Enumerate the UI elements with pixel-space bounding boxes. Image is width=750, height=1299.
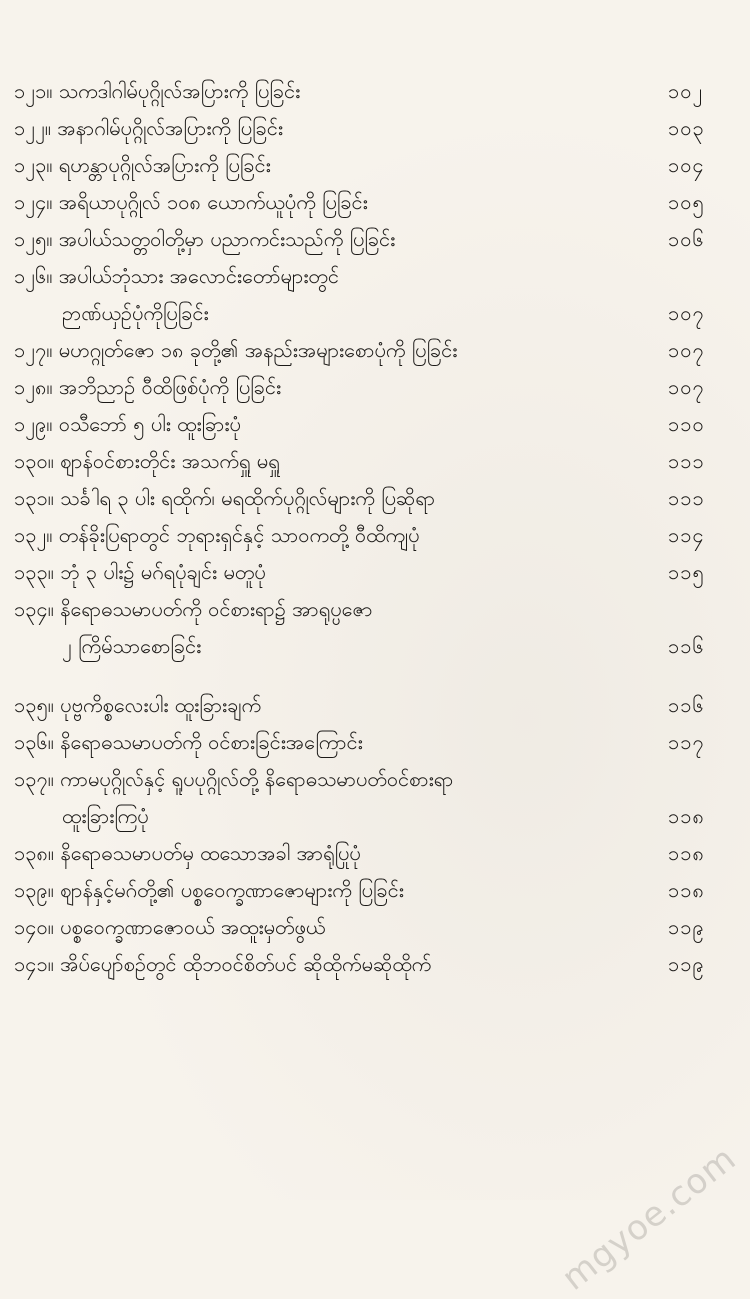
entry-title: ၁၄၀။ ပစ္စဝေက္ခဏာဇောဝယ် အထူးမှတ်ဖွယ်: [14, 915, 326, 939]
page-number: ၁၀၄: [668, 153, 705, 177]
toc-entry: [14, 946, 730, 983]
entry-title: ၁၃၉။ ဈာန်နှင့်မဂ်တို့၏ ပစ္စဝေက္ခဏာဇောများကို ပြခြင်း: [14, 878, 404, 902]
toc-entry: [14, 687, 730, 724]
toc-entry: [14, 258, 730, 332]
page-number: ၁၀၇: [668, 375, 705, 399]
entry-title: ၁၂၁။ သကဒါဂါမ်ပုဂ္ဂိုလ်အပြားကို ပြခြင်း: [14, 79, 301, 103]
page-number: ၁၁၉: [668, 915, 705, 939]
entry-title: ၁၂၅။ အပါယ်သတ္တဝါတို့မှာ ပညာကင်းသည်ကို ပြခြင်း: [14, 227, 396, 251]
entry-title: ၁၃၅။ ပုဗ္ဗကိစ္စလေးပါး ထူးခြားချက်: [14, 693, 262, 717]
entry-title: ၁၂၄။ အရိယာပုဂ္ဂိုလ် ၁၀၈ ယောက်ယူပုံကို ပြခြင်း: [14, 190, 368, 214]
page-number: ၁၀၇: [668, 338, 705, 362]
entry-title: ၁၃၄။ နိရောဓသမာပတ်ကို ဝင်စားရာ၌ အာရုပ္ပဇော: [14, 597, 373, 621]
entry-title: ၁၃၁။ သင်္ခါရ ၃ ပါး ရထိုက်၊ မရထိုက်ပုဂ္ဂိုလ်များကို ပြဆိုရာ: [14, 486, 436, 510]
page-number: ၁၁၅: [668, 560, 705, 584]
entry-title: ၁၂၃။ ရဟန္တာပုဂ္ဂိုလ်အပြားကို ပြခြင်း: [14, 153, 271, 177]
entry-title-continued: ထူးခြားကြပုံ: [62, 804, 149, 828]
entry-title: ၁၂၇။ မဟဂ္ဂုတ်ဇော ၁၈ ခုတို့၏ အနည်းအများစောပုံကို ပြခြင်း: [14, 338, 458, 362]
toc-entry: [14, 110, 730, 147]
toc-entry: [14, 909, 730, 946]
page-number: ၁၁၁: [668, 449, 705, 473]
toc-entry: [14, 184, 730, 221]
toc-entry: [14, 480, 730, 517]
toc-entry: [14, 221, 730, 258]
entry-title: ၁၂၂။ အနာဂါမ်ပုဂ္ဂိုလ်အပြားကို ပြခြင်း: [14, 116, 283, 140]
page-number: ၁၁၆: [668, 693, 705, 717]
entry-title-continued: ဉာဏ်ယှဉ်ပုံကိုပြခြင်း: [62, 301, 209, 325]
toc-entry: [14, 369, 730, 406]
page-number: ၁၁၇: [668, 730, 705, 754]
toc-entry: [14, 517, 730, 554]
page-number: ၁၀၆: [668, 227, 705, 251]
entry-title: ၁၃၀။ ဈာန်ဝင်စားတိုင်း အသက်ရှူ မရှူ: [14, 449, 280, 473]
page-number: ၁၀၂: [668, 79, 704, 103]
page-number: ၁၁၈: [668, 841, 705, 865]
toc-entry: [14, 554, 730, 591]
entry-title: ၁၃၂။ တန်ခိုးပြရာတွင် ဘုရားရှင်နှင့် သာဝကတို့ ဝီထိကျပုံ: [14, 523, 420, 547]
page-number: ၁၀၅: [668, 190, 705, 214]
toc-entry: [14, 835, 730, 872]
entry-title: ၁၄၁။ အိပ်ပျော်စဉ်တွင် ထိုဘဝင်စိတ်ပင် ဆိုထိုက်မဆိုထိုက်: [14, 952, 432, 976]
toc-entry: [14, 332, 730, 369]
page-number: ၁၁၈: [668, 878, 705, 902]
toc-entry: [14, 406, 730, 443]
page-number: ၁၁၀: [668, 412, 705, 436]
toc-entry: [14, 443, 730, 480]
toc-entry: [14, 147, 730, 184]
toc-entry: [14, 591, 730, 665]
entry-title: ၁၂၉။ ဝသီဘော် ၅ ပါး ထူးခြားပုံ: [14, 412, 241, 436]
page-number: ၁၀၃: [668, 116, 705, 140]
page-number: ၁၁၁: [668, 486, 705, 510]
toc-entry: [14, 73, 730, 110]
entry-title: ၁၃၆။ နိရောဓသမာပတ်ကို ဝင်စားခြင်းအကြောင်း: [14, 730, 363, 754]
entry-title: ၁၃၇။ ကာမပုဂ္ဂိုလ်နှင့် ရူပပုဂ္ဂိုလ်တို့ နိရောဓသမာပတ်ဝင်စားရာ: [14, 767, 454, 791]
site-watermark: mgyoe.com: [554, 1138, 744, 1299]
toc-entry: [14, 761, 730, 835]
entry-title: ၁၂၈။ အဘိညာဉ် ဝီထိဖြစ်ပုံကို ပြခြင်း: [14, 375, 282, 399]
toc-entry: [14, 872, 730, 909]
page-number: ၁၀၇: [668, 301, 705, 325]
toc-entry: [14, 724, 730, 761]
page-number: ၁၁၄: [668, 523, 705, 547]
entry-title: ၁၃၈။ နိရောဓသမာပတ်မှ ထသောအခါ အာရုံပြုပုံ: [14, 841, 361, 865]
page-number: ၁၁၈: [668, 804, 705, 828]
page-number: ၁၁၉: [668, 952, 705, 976]
table-of-contents: [14, 73, 730, 983]
entry-title-continued: ၂ ကြိမ်သာစောခြင်း: [62, 634, 202, 658]
entry-title: ၁၃၃။ ဘုံ ၃ ပါး၌ မဂ်ရပုံချင်း မတူပုံ: [14, 560, 266, 584]
page-number: ၁၁၆: [668, 634, 705, 658]
entry-title: ၁၂၆။ အပါယ်ဘုံသား အလောင်းတော်များတွင်: [14, 264, 339, 288]
